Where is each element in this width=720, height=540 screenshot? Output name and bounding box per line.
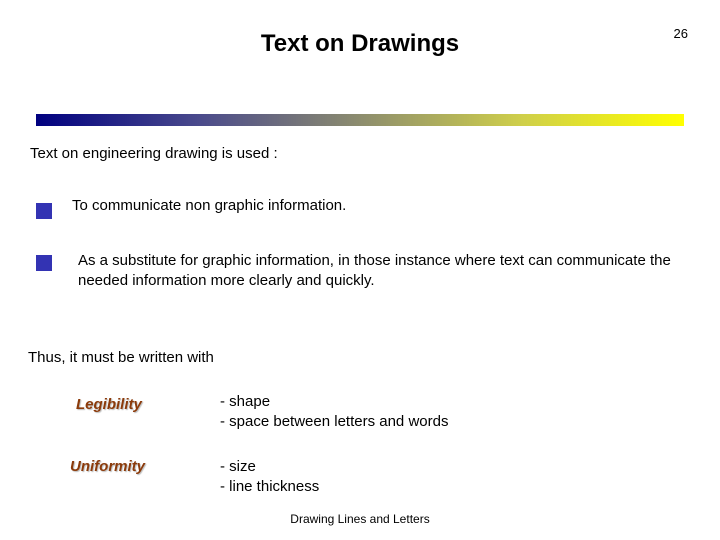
bullet-item: To communicate non graphic information. [72,197,347,214]
uniformity-description [220,457,319,497]
bullet-square-icon [36,203,52,219]
description-line: - size [220,458,256,475]
intro-text: Text on engineering drawing is used : [30,145,278,162]
page-number: 26 [673,26,688,41]
description-line: - line thickness [220,478,320,495]
gradient-divider [36,114,684,126]
uniformity-term: Uniformity [70,458,145,475]
slide-title: Text on Drawings [260,30,460,57]
thus-text: Thus, it must be written with [28,349,214,366]
description-line: - shape [220,393,271,410]
bullet-item: As a substitute for graphic information, in those instance where text can communicate the needed information more clearly and quickly. [78,252,671,289]
description-line: - space between letters and words [220,413,449,430]
legibility-description [220,392,448,432]
legibility-term: Legibility [76,396,142,413]
slide-footer: Drawing Lines and Letters [290,512,430,526]
bullet-square-icon [36,255,52,271]
